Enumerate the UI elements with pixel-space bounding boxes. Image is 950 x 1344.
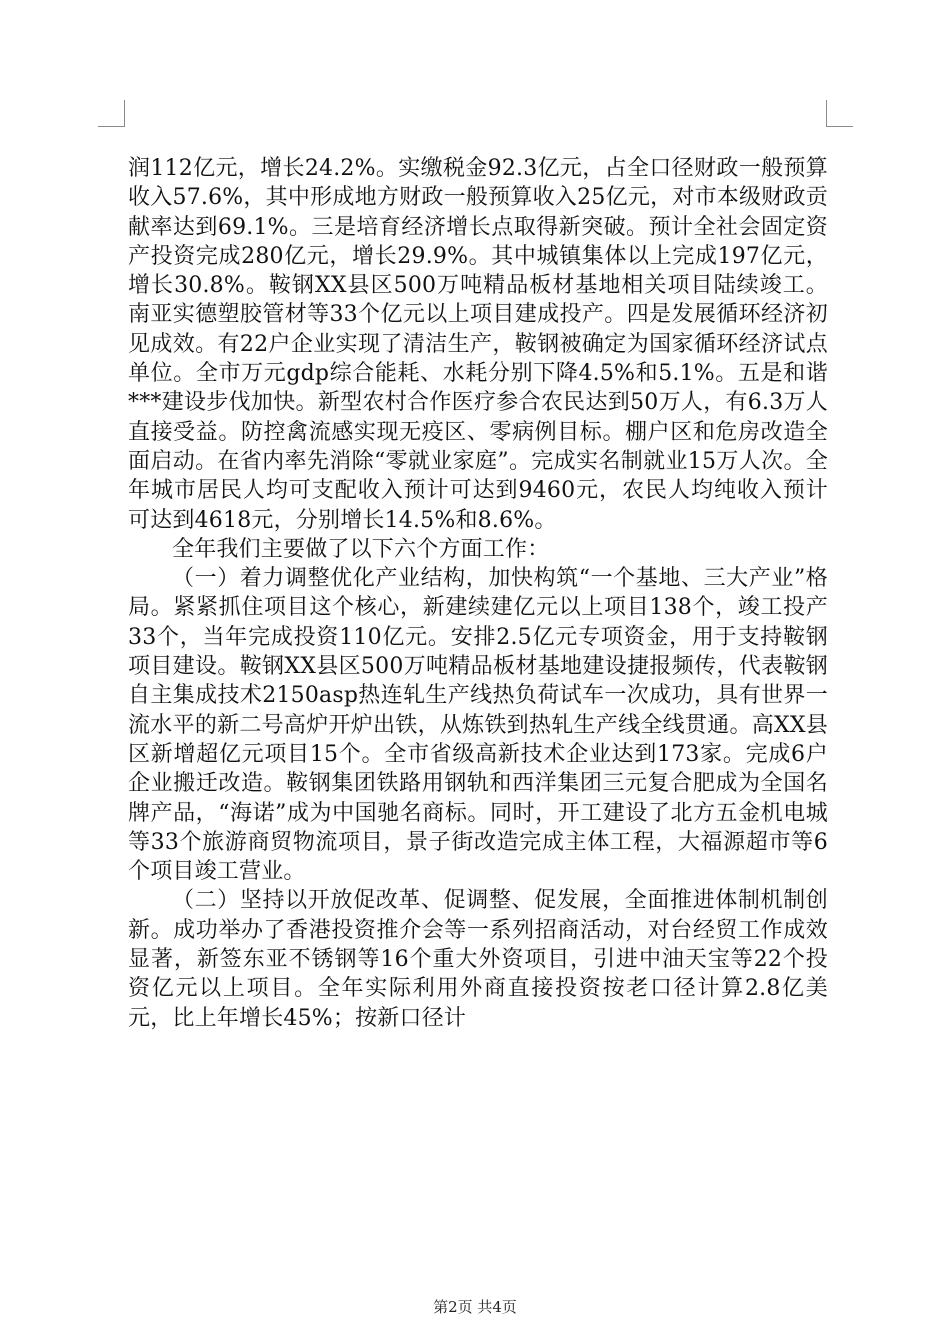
- corner-crop-mark-top-left: [98, 100, 125, 127]
- paragraph-continuation: 润112亿元，增长24.2%。实缴税金92.3亿元，占全口径财政一般预算收入57.6%，其中形成地方财政一般预算收入25亿元，对市本级财政贡献率达到69.1%。三是培育经济增长点取得新突破。预计全社会固定资产投资完成280亿元，增长29.9%。其中城镇集体以上完成197亿元，增长30.8%。鞍钢XX县区500万吨精品板材基地相关项目陆续竣工。南亚实德塑胶管材等33个亿元以上项目建成投产。四是发展循环经济初见成效。有22户企业实现了清洁生产，鞍钢被确定为国家循环经济试点单位。全市万元gdp综合能耗、水耗分别下降4.5%和5.1%。五是和谐***建设步伐加快。新型农村合作医疗参合农民达到50万人，有6.3万人直接受益。防控禽流感实现无疫区、零病例目标。棚户区和危房改造全面启动。在省内率先消除“零就业家庭”。完成实名制就业15万人次。全年城市居民人均可支配收入预计可达到9460元，农民人均纯收入预计可达到4618元，分别增长14.5%和8.6%。: [128, 156, 828, 533]
- document-body: [128, 154, 828, 1033]
- paragraph-work-summary: 全年我们主要做了以下六个方面工作：: [172, 536, 550, 562]
- paragraph-section-two: （二）坚持以开放促改革、促调整、促发展，全面推进体制机制创新。成功举办了香港投资推介会等一系列招商活动，对台经贸工作成效显著，新签东亚不锈钢等16个重大外资项目，引进中油天宝等22个投资亿元以上项目。全年实际利用外商直接投资按老口径计算2.8亿美元，比上年增长45%；按新口径计: [128, 888, 828, 1031]
- corner-crop-mark-top-right: [826, 100, 853, 127]
- page-footer: 第2页 共4页: [433, 1298, 517, 1316]
- paragraph-section-one: （一）着力调整优化产业结构，加快构筑“一个基地、三大产业”格局。紧紧抓住项目这个核心，新建续建亿元以上项目138个，竣工投产33个，当年完成投资110亿元。安排2.5亿元专项资金，用于支持鞍钢项目建设。鞍钢XX县区500万吨精品板材基地建设捷报频传，代表鞍钢自主集成技术2150asp热连轧生产线热负荷试车一次成功，具有世界一流水平的新二号高炉开炉出铁，从炼铁到热轧生产线全线贯通。高XX县区新增超亿元项目15个。全市省级高新技术企业达到173家。完成6户企业搬迁改造。鞍钢集团铁路用钢轨和西洋集团三元复合肥成为全国名牌产品，“海诺”成为中国驰名商标。同时，开工建设了北方五金机电城等33个旅游商贸物流项目，景子街改造完成主体工程，大福源超市等6个项目竣工营业。: [128, 566, 828, 885]
